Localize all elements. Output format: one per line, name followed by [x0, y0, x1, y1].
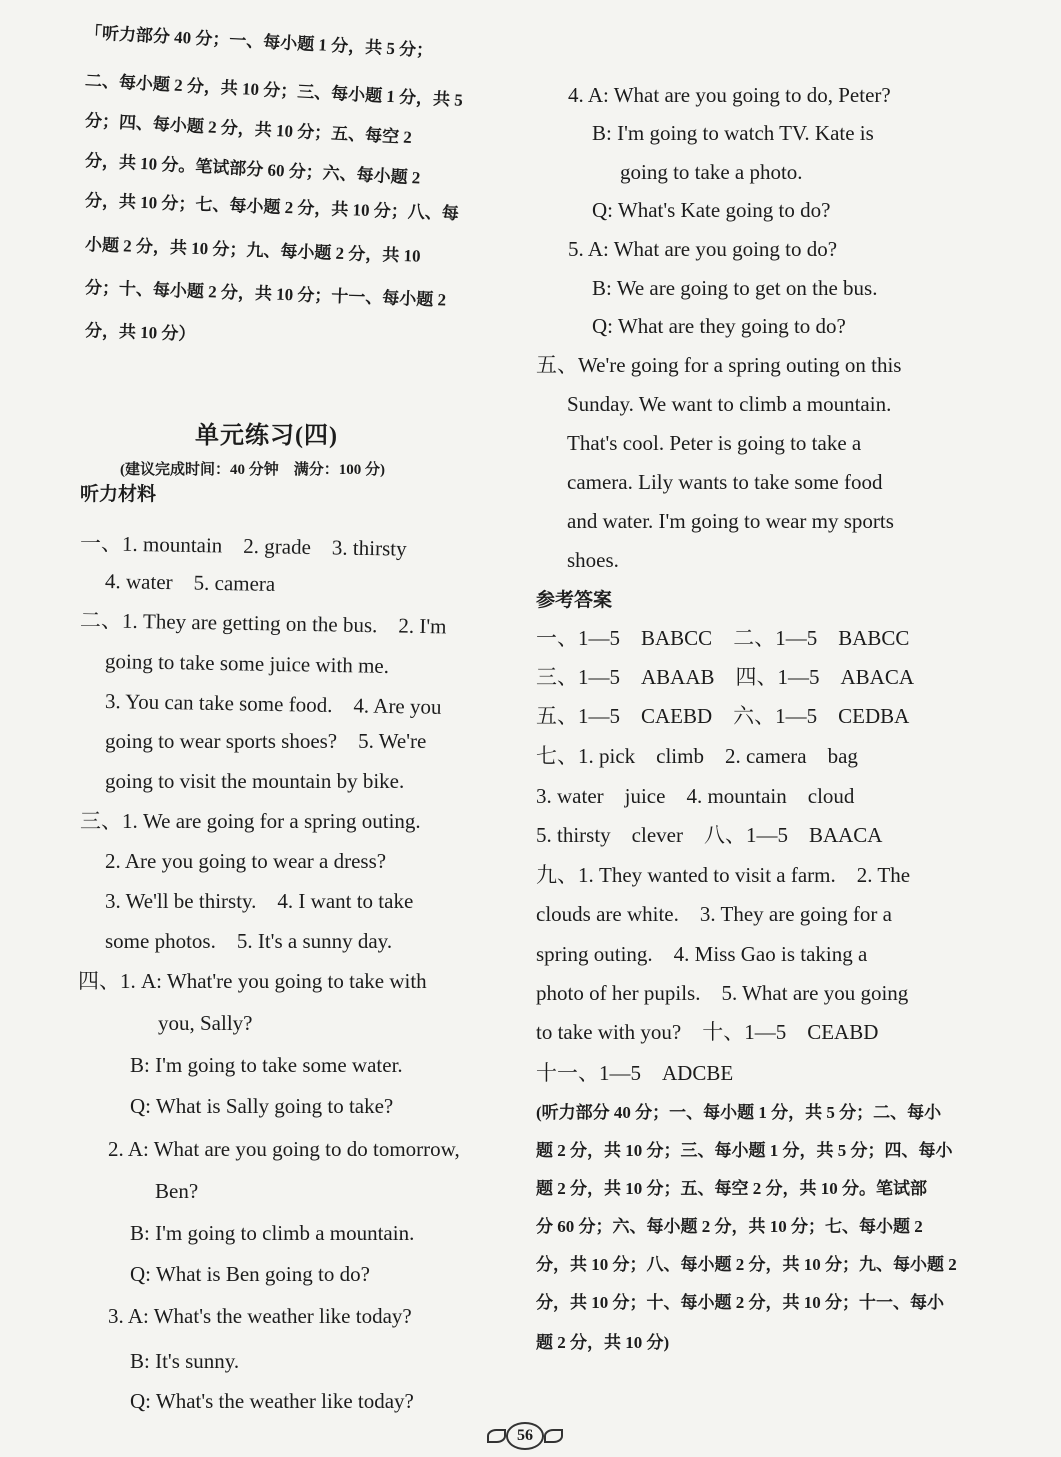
answer-line: to take with you? 十、1—5 CEABD [536, 1020, 879, 1044]
unit-title: 单元练习(四) [195, 423, 338, 449]
scoring-line: 分，共 10 分；八、每小题 2 分，共 10 分；九、每小题 2 [536, 1255, 957, 1274]
answer-line: photo of her pupils. 5. What are you going [536, 981, 909, 1005]
q4-line: Q: What's the weather like today? [130, 1389, 414, 1413]
text-line: 分，共 10 分。笔试部分 60 分；六、每小题 2 [84, 151, 421, 188]
q5-line: 五、We're going for a spring outing on this [536, 353, 902, 377]
scoring-line: 题 2 分，共 10 分；五、每空 2 分，共 10 分。笔试部 [536, 1179, 927, 1198]
text-line: 二、每小题 2 分，共 10 分；三、每小题 1 分，共 5 [84, 71, 464, 110]
q4-right-line: Q: What are they going to do? [592, 314, 846, 338]
q1-line: 4. water 5. camera [104, 569, 276, 596]
q5-line: Sunday. We want to climb a mountain. [567, 392, 892, 416]
q4-line: Q: What is Ben going to do? [130, 1262, 370, 1286]
scoring-line: 分 60 分；六、每小题 2 分，共 10 分；七、每小题 2 [536, 1217, 923, 1236]
answer-line: 5. thirsty clever 八、1—5 BAACA [536, 823, 883, 847]
q4-line: 四、1. A: What're you going to take with [78, 969, 427, 993]
q3-line: some photos. 5. It's a sunny day. [105, 929, 393, 953]
q4-line: B: I'm going to climb a mountain. [130, 1221, 415, 1245]
text-line: 分；十、每小题 2 分，共 10 分；十一、每小题 2 [84, 278, 447, 310]
listening-heading: 听力材料 [80, 484, 157, 505]
answer-line: spring outing. 4. Miss Gao is taking a [536, 942, 868, 966]
q1-line: 一、1. mountain 2. grade 3. thirsty [79, 531, 407, 561]
scoring-line: (听力部分 40 分；一、每小题 1 分，共 5 分；二、每小 [536, 1103, 942, 1122]
scoring-line: 题 2 分，共 10 分) [536, 1333, 670, 1352]
q4-line: you, Sally? [158, 1011, 253, 1035]
q5-line: shoes. [567, 548, 619, 572]
q4-right-line: B: We are going to get on the bus. [592, 276, 878, 300]
text-line: 分，共 10 分；七、每小题 2 分，共 10 分；八、每 [84, 191, 460, 224]
q4-line: B: I'm going to take some water. [130, 1053, 403, 1077]
q4-right-line: 5. A: What are you going to do? [568, 237, 838, 261]
q4-right-line: 4. A: What are you going to do, Peter? [568, 83, 891, 107]
scoring-line: 题 2 分，共 10 分；三、每小题 1 分，共 5 分；四、每小 [536, 1141, 953, 1160]
q4-right-line: Q: What's Kate going to do? [592, 198, 831, 222]
q5-line: That's cool. Peter is going to take a [567, 431, 862, 455]
q4-line: B: It's sunny. [130, 1349, 240, 1373]
answer-line: 九、1. They wanted to visit a farm. 2. The [536, 863, 911, 887]
text-line: 「听力部分 40 分；一、每小题 1 分，共 5 分； [84, 23, 434, 61]
q2-line: going to take some juice with me. [104, 649, 390, 678]
scoring-line: 分，共 10 分；十、每小题 2 分，共 10 分；十一、每小 [536, 1293, 944, 1312]
leaf-ornament-icon [487, 1429, 506, 1443]
answer-line: 三、1—5 ABAAB 四、1—5 ABACA [536, 665, 915, 689]
answer-line: 一、1—5 BABCC 二、1—5 BABCC [536, 626, 910, 650]
q3-line: 三、1. We are going for a spring outing. [80, 809, 421, 833]
page-number [487, 1422, 563, 1450]
leaf-ornament-icon [544, 1429, 563, 1443]
q5-line: camera. Lily wants to take some food [567, 470, 883, 494]
q3-line: 2. Are you going to wear a dress? [105, 849, 387, 873]
answer-line: 十一、1—5 ADCBE [536, 1061, 734, 1085]
q4-right-line: B: I'm going to watch TV. Kate is [592, 121, 874, 145]
q4-line: Ben? [155, 1179, 199, 1203]
text-line: 分；四、每小题 2 分，共 10 分；五、每空 2 [84, 111, 413, 148]
unit-subtitle: (建议完成时间：40 分钟 满分：100 分) [120, 462, 385, 478]
q2-line: 3. You can take some food. 4. Are you [104, 689, 442, 719]
q3-line: 3. We'll be thirsty. 4. I want to take [105, 889, 414, 913]
answer-line: 3. water juice 4. mountain cloud [536, 784, 855, 808]
page-number-label: 56 [506, 1422, 545, 1450]
answer-line: 七、1. pick climb 2. camera bag [536, 744, 858, 768]
q4-line: Q: What is Sally going to take? [130, 1094, 394, 1118]
q4-line: 3. A: What's the weather like today? [108, 1304, 412, 1328]
answer-line: 五、1—5 CAEBD 六、1—5 CEDBA [536, 704, 910, 728]
q2-line: going to visit the mountain by bike. [105, 769, 405, 793]
q4-line: 2. A: What are you going to do tomorrow, [108, 1137, 460, 1161]
q5-line: and water. I'm going to wear my sports [567, 509, 894, 533]
text-line: 小题 2 分，共 10 分；九、每小题 2 分，共 10 [84, 235, 421, 266]
answer-line: clouds are white. 3. They are going for a [536, 902, 892, 926]
q2-line: going to wear sports shoes? 5. We're [105, 729, 427, 753]
q2-line: 二、1. They are getting on the bus. 2. I'm [79, 608, 447, 639]
answers-heading: 参考答案 [536, 590, 613, 611]
q4-right-line: going to take a photo. [620, 160, 803, 184]
text-line: 分，共 10 分） [84, 321, 196, 344]
